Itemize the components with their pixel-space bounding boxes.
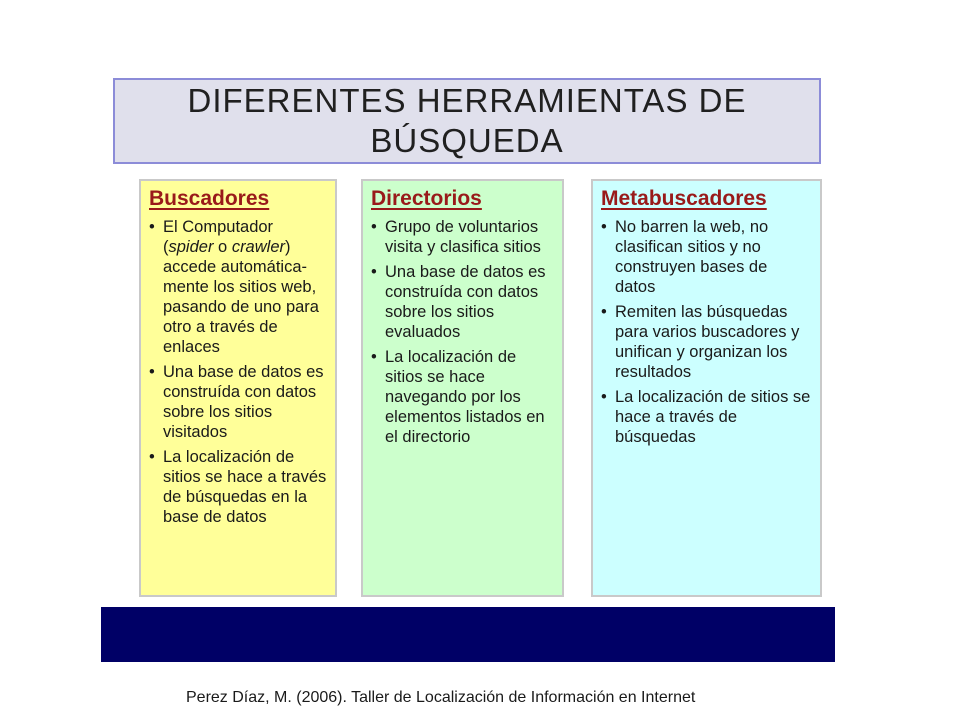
title-box — [113, 78, 821, 164]
column-heading: Directorios — [371, 187, 482, 210]
diagram-figure — [101, 70, 835, 662]
bullet-icon: • — [149, 218, 155, 236]
list-item: • La localización de sitios se hace a través de búsquedas en la base de datos — [149, 448, 327, 526]
bullet-icon: • — [149, 448, 155, 466]
bullet-icon: • — [601, 388, 607, 406]
list-item: • Remiten las búsquedas para varios buscadores y unifican y organizan los resultados — [601, 303, 800, 381]
bullet-list — [601, 217, 812, 447]
bullet-icon: • — [601, 218, 607, 236]
bullet-list — [149, 217, 327, 527]
bullet-icon: • — [371, 348, 377, 366]
bullet-icon: • — [601, 303, 607, 321]
bullet-icon: • — [371, 263, 377, 281]
diagram-title: DIFERENTES HERRAMIENTAS DE BÚSQUEDA — [187, 82, 747, 159]
list-item: • La localización de sitios se hace a través de búsquedas — [601, 388, 811, 446]
source-citation: Perez Díaz, M. (2006). Taller de Localización de Información en Internet — [186, 689, 696, 706]
list-item: • Grupo de voluntarios visita y clasifica sitios — [371, 218, 541, 256]
list-item: • El Computador (spider o crawler) accede automática-mente los sitios web, pasando de uno para otro a través de enlaces — [149, 218, 319, 356]
bullet-icon: • — [149, 363, 155, 381]
column-heading: Buscadores — [149, 187, 270, 210]
list-item: • La localización de sitios se hace navegando por los elementos listados en el directorio — [371, 348, 545, 446]
navy-footer-band — [101, 607, 835, 662]
bullet-list — [371, 217, 554, 447]
column-metabuscadores — [591, 179, 822, 597]
list-item: • No barren la web, no clasifican sitios y no construyen bases de datos — [601, 218, 769, 296]
list-item: • Una base de datos es construída con datos sobre los sitios evaluados — [371, 263, 546, 341]
bullet-icon: • — [371, 218, 377, 236]
column-buscadores — [139, 179, 337, 597]
column-heading: Metabuscadores — [601, 187, 767, 210]
column-directorios — [361, 179, 564, 597]
list-item: • Una base de datos es construída con datos sobre los sitios visitados — [149, 363, 324, 441]
